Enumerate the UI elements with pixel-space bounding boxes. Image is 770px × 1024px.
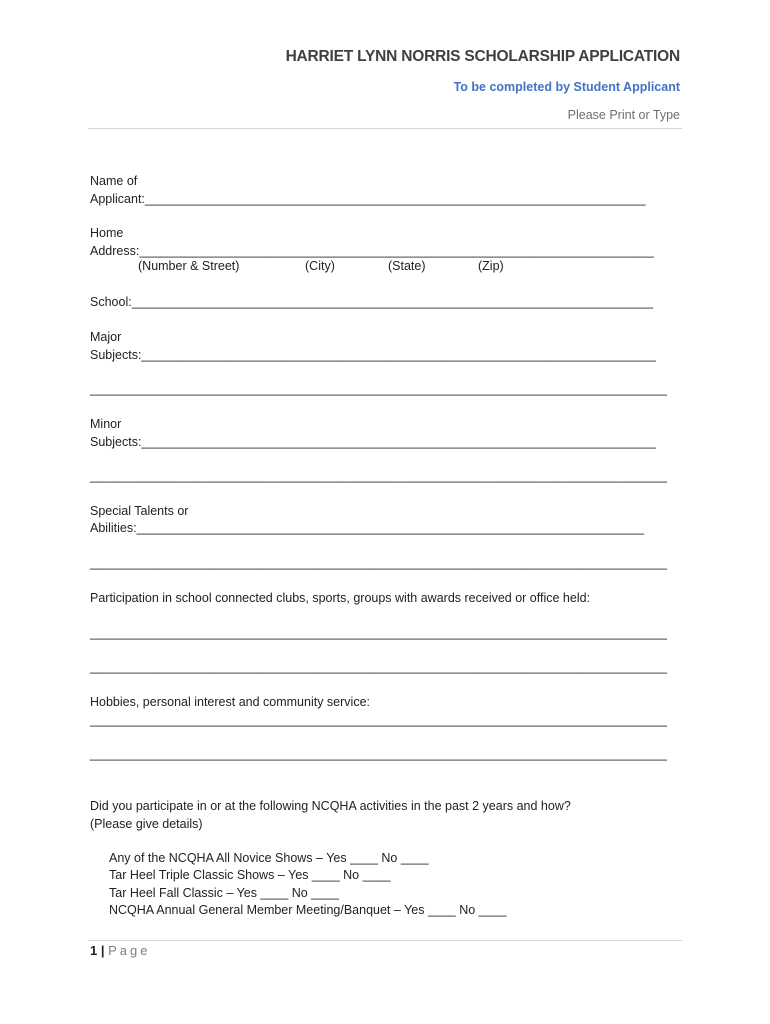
- ncqha-question-details: (Please give details): [90, 817, 203, 831]
- talents-label: Special Talents or: [90, 504, 189, 518]
- print-note: Please Print or Type: [567, 108, 680, 122]
- major-label: Major: [90, 330, 122, 344]
- footer-separator: |: [100, 943, 105, 958]
- ncqha-item[interactable]: Tar Heel Fall Classic – Yes ____ No ____: [109, 886, 339, 900]
- major-field-line-2[interactable]: ___________________________________________________________________________________: [90, 382, 668, 396]
- address-label: Home: [90, 226, 124, 240]
- ncqha-item[interactable]: NCQHA Annual General Member Meeting/Banquet – Yes ____ No ____: [109, 903, 507, 917]
- minor-field-line-2[interactable]: ___________________________________________________________________________________: [90, 469, 668, 483]
- footer-divider: [88, 940, 682, 941]
- zip-caption: (Zip): [478, 259, 504, 273]
- page-label: Page: [108, 943, 151, 958]
- participation-field-line-2[interactable]: ___________________________________________________________________________________: [90, 660, 668, 674]
- address-field[interactable]: Address:__________________________________________________________________________: [90, 244, 654, 258]
- page-number: 1: [90, 943, 98, 958]
- header-divider: [88, 128, 682, 129]
- state-caption: (State): [388, 259, 426, 273]
- ncqha-question: Did you participate in or at the following NCQHA activities in the past 2 years and how?: [90, 799, 571, 813]
- name-field[interactable]: Applicant:________________________________________________________________________: [90, 192, 646, 206]
- city-caption: (City): [305, 259, 335, 273]
- street-caption: (Number & Street): [138, 259, 240, 273]
- participation-field-line-1[interactable]: ___________________________________________________________________________________: [90, 626, 668, 640]
- name-label: Name of: [90, 174, 138, 188]
- talents-field[interactable]: Abilities:_________________________________________________________________________: [90, 521, 645, 535]
- document-subtitle: To be completed by Student Applicant: [453, 80, 680, 94]
- ncqha-item[interactable]: Any of the NCQHA All Novice Shows – Yes ____ No ____: [109, 851, 429, 865]
- participation-label: Participation in school connected clubs, sports, groups with awards received or office held:: [90, 591, 591, 605]
- minor-label: Minor: [90, 417, 122, 431]
- school-field[interactable]: School:___________________________________________________________________________: [90, 295, 654, 309]
- ncqha-item[interactable]: Tar Heel Triple Classic Shows – Yes ____ No ____: [109, 868, 391, 882]
- document-title: HARRIET LYNN NORRIS SCHOLARSHIP APPLICATION: [285, 48, 680, 65]
- hobbies-field-line-1[interactable]: ___________________________________________________________________________________: [90, 713, 668, 727]
- minor-field[interactable]: Subjects:__________________________________________________________________________: [90, 435, 656, 449]
- talents-field-line-2[interactable]: ___________________________________________________________________________________: [90, 556, 668, 570]
- hobbies-label: Hobbies, personal interest and community service:: [90, 695, 370, 709]
- hobbies-field-line-2[interactable]: ___________________________________________________________________________________: [90, 747, 668, 761]
- major-field[interactable]: Subjects:__________________________________________________________________________: [90, 348, 656, 362]
- page-footer: [90, 943, 151, 958]
